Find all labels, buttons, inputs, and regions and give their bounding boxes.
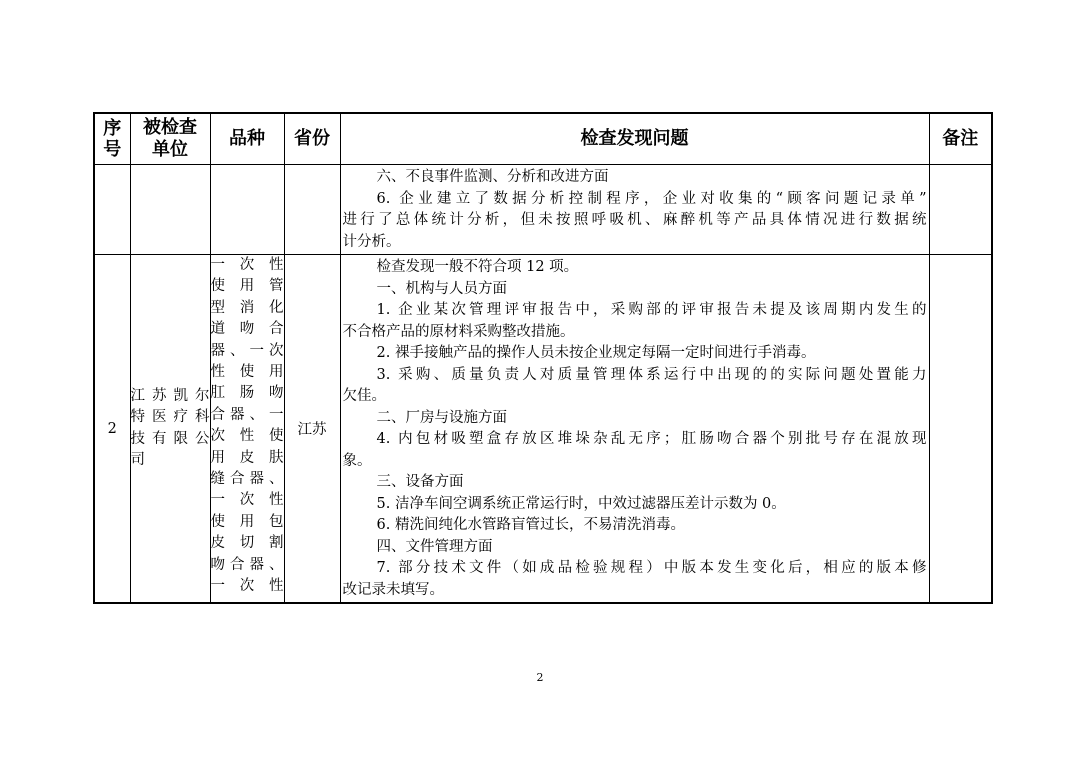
unit-cell [130, 255, 210, 604]
issue-line: 3. 采购、质量负责人对质量管理体系运行中出现的的实际问题处置能力 [376, 366, 927, 383]
unit-line: 技有限公 [130, 430, 210, 447]
issue-line: 改记录未填写。 [342, 581, 444, 598]
variety-line: 一次性 [210, 257, 284, 273]
issues-cell [340, 255, 929, 604]
page-number: 2 [536, 671, 544, 684]
issue-line: 4. 内包材吸塑盒存放区堆垛杂乱无序；肛肠吻合器个别批号存在混放现 [376, 431, 927, 447]
header-province: 省份 [284, 113, 340, 165]
unit-line: 司 [130, 452, 145, 468]
variety-line: 缝合器、 [210, 471, 284, 488]
issue-line: 欠佳。 [342, 388, 386, 404]
inspection-table [93, 112, 993, 604]
unit-line: 特医疗科 [130, 409, 210, 425]
header-row [94, 113, 992, 165]
header-unit: 被检查单位 [130, 113, 210, 165]
variety-line: 性使用 [210, 364, 284, 381]
issue-line: 四、文件管理方面 [376, 538, 493, 555]
notes-cell [929, 255, 992, 604]
table-row [94, 255, 992, 604]
province-cell: 江苏 [284, 255, 340, 604]
issue-line: 6. 企业建立了数据分析控制程序，企业对收集的“顾客问题记录单” [376, 190, 927, 207]
variety-line: 次性使 [210, 428, 284, 445]
variety-line: 皮切割 [210, 535, 284, 552]
variety-line: 合器、一 [210, 406, 284, 423]
issue-line: 三、设备方面 [376, 474, 464, 490]
continuation-variety-cell [210, 165, 284, 255]
variety-line: 使用管 [210, 278, 284, 295]
continuation-id-cell [94, 165, 130, 255]
issue-line: 计分析。 [342, 233, 401, 250]
issue-line: 二、厂房与设施方面 [376, 409, 507, 426]
continuation-issues-cell [340, 165, 929, 255]
variety-line: 一次性 [210, 578, 284, 595]
row-id-cell: 2 [94, 255, 130, 604]
unit-line: 江苏凯尔 [130, 387, 210, 404]
header-notes: 备注 [929, 113, 992, 165]
issue-line: 7. 部分技术文件（如成品检验规程）中版本发生变化后，相应的版本修 [376, 560, 927, 576]
issue-line: 象。 [342, 452, 372, 469]
issue-line: 1. 企业某次管理评审报告中，采购部的评审报告未提及该周期内发生的 [376, 302, 927, 318]
issue-line: 检查发现一般不符合项 12 项。 [376, 259, 579, 275]
issue-line: 六、不良事件监测、分析和改进方面 [376, 169, 609, 185]
inspection-table-container [93, 112, 993, 604]
variety-line: 器、一次 [210, 342, 284, 359]
variety-line: 吻合器、 [210, 556, 284, 573]
table-row [94, 165, 992, 255]
header-variety: 品种 [210, 113, 284, 165]
issue-line: 进行了总体统计分析，但未按照呼吸机、麻醉机等产品具体情况进行数据统 [342, 212, 927, 228]
header-id: 序号 [94, 113, 130, 165]
issue-line: 2. 裸手接触产品的操作人员未按企业规定每隔一定时间进行手消毒。 [376, 345, 816, 361]
variety-cell [210, 255, 284, 604]
variety-line: 道吻合 [210, 321, 284, 338]
issue-line: 6. 精洗间纯化水管路盲管过长，不易清洗消毒。 [376, 517, 685, 533]
header-issues: 检查发现问题 [340, 113, 929, 165]
continuation-notes-cell [929, 165, 992, 255]
issue-line: 不合格产品的原材料采购整改措施。 [342, 323, 575, 340]
variety-line: 用皮肤 [210, 449, 284, 466]
variety-line: 一次性 [210, 492, 284, 509]
issue-line: 一、机构与人员方面 [376, 280, 507, 297]
continuation-unit-cell [130, 165, 210, 255]
variety-line: 使用包 [210, 513, 284, 530]
issue-line: 5. 洁净车间空调系统正常运行时，中效过滤器压差计示数为 0。 [376, 495, 786, 512]
variety-line: 肛肠吻 [210, 385, 284, 402]
continuation-province-cell [284, 165, 340, 255]
variety-line: 型消化 [210, 299, 284, 316]
